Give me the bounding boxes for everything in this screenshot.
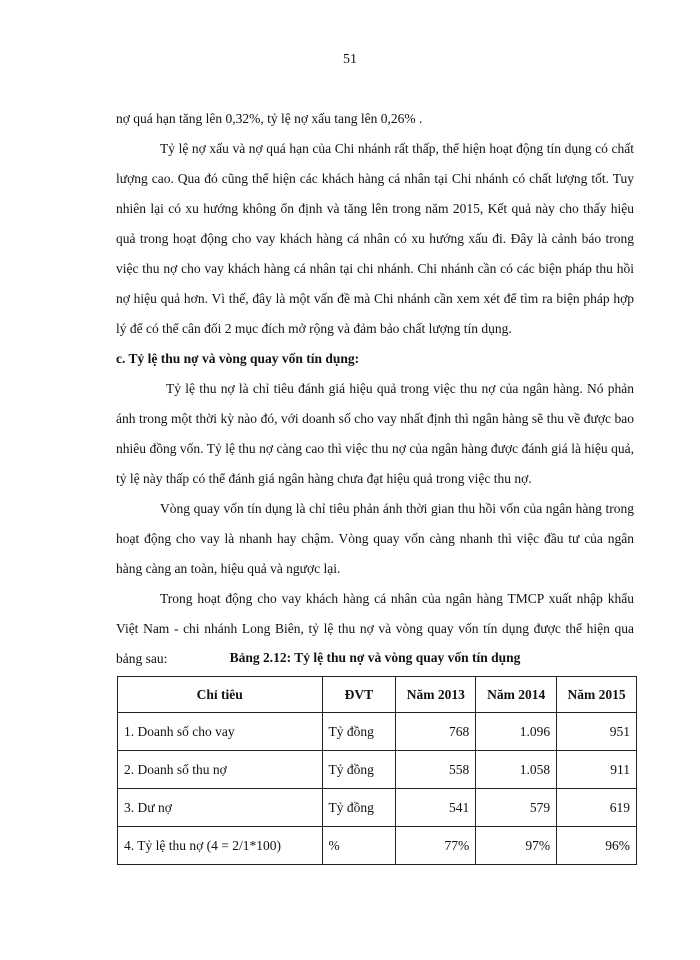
paragraph-4: Vòng quay vốn tín dụng là chỉ tiêu phản ánh thời gian thu hồi vốn của ngân hàng trong hoạt động cho vay là nhanh hay chậm. Vòng quay vốn càng nhanh thì việc đầu tư của ngân hàng càng an toàn, hiệu quả và ngược lại. (116, 501, 634, 576)
value-2014: 579 (476, 789, 557, 827)
row-unit: % (322, 827, 396, 865)
body-text (116, 104, 634, 674)
header-cell-unit: ĐVT (322, 677, 396, 713)
header-cell-indicator: Chỉ tiêu (118, 677, 323, 713)
row-unit: Tỷ đồng (322, 751, 396, 789)
value-2013: 768 (396, 713, 476, 751)
table-row (118, 789, 637, 827)
header-cell-2014: Năm 2014 (476, 677, 557, 713)
value-2015: 951 (557, 713, 637, 751)
value-2014: 97% (476, 827, 557, 865)
table-row (118, 713, 637, 751)
section-heading: c. Tỷ lệ thu nợ và vòng quay vốn tín dụng: (116, 351, 360, 366)
header-cell-2015: Năm 2015 (557, 677, 637, 713)
page-number: 51 (343, 52, 357, 67)
paragraph-2: Tỷ lệ nợ xấu và nợ quá hạn của Chi nhánh rất thấp, thể hiện hoạt động tín dụng có chất lượng cao. Qua đó cũng thể hiện các khách hàng cá nhân tại Chi nhánh có chất lượng tốt. Tuy nhiên lại có xu hướng không ổn định và tăng lên trong năm 2015, Kết quả này cho thấy hiệu quả trong hoạt động cho vay khách hàng cá nhân có xu hướng xấu đi. Đây là cảnh báo trong việc thu nợ cho vay khách hàng cá nhân tại chi nhánh. Chi nhánh cần có các biện pháp thu hồi nợ hiệu quả hơn. Vì thế, đây là một vấn đề mà Chi nhánh cần xem xét để tìm ra biện pháp hợp lý để có thể cân đối 2 mục đích mở rộng và đảm bảo chất lượng tín dụng. (116, 141, 634, 336)
value-2015: 96% (557, 827, 637, 865)
value-2015: 911 (557, 751, 637, 789)
value-2015: 619 (557, 789, 637, 827)
paragraph-3: Tỷ lệ thu nợ là chỉ tiêu đánh giá hiệu quả trong việc thu nợ của ngân hàng. Nó phản ánh trong một thời kỳ nào đó, với doanh số cho vay nhất định thì ngân hàng sẽ thu về được bao nhiêu đồng vốn. Tỷ lệ thu nợ càng cao thì việc thu nợ của ngân hàng được đánh giá là hiệu quả, tỷ lệ này thấp có thể đánh giá ngân hàng chưa đạt hiệu quả trong việc thu nợ. (116, 381, 634, 486)
value-2014: 1.058 (476, 751, 557, 789)
row-unit: Tỷ đồng (322, 789, 396, 827)
row-label: 3. Dư nợ (118, 789, 323, 827)
row-label: 4. Tỷ lệ thu nợ (4 = 2/1*100) (118, 827, 323, 865)
value-2013: 77% (396, 827, 476, 865)
row-label: 1. Doanh số cho vay (118, 713, 323, 751)
row-label: 2. Doanh số thu nợ (118, 751, 323, 789)
row-unit: Tỷ đồng (322, 713, 396, 751)
paragraph-1: nợ quá hạn tăng lên 0,32%, tỷ lệ nợ xấu tang lên 0,26% . (116, 111, 423, 126)
paragraph-5: Trong hoạt động cho vay khách hàng cá nhân của ngân hàng TMCP xuất nhập khẩu Việt Nam - chi nhánh Long Biên, tỷ lệ thu nợ và vòng quay vốn tín dụng được thể hiện qua bảng sau: (116, 591, 634, 666)
data-table (117, 676, 637, 865)
header-cell-2013: Năm 2013 (396, 677, 476, 713)
value-2013: 541 (396, 789, 476, 827)
table-row (118, 751, 637, 789)
table-header-row (118, 677, 637, 713)
value-2013: 558 (396, 751, 476, 789)
value-2014: 1.096 (476, 713, 557, 751)
table-caption: Bảng 2.12: Tỷ lệ thu nợ và vòng quay vốn tín dụng (229, 650, 521, 665)
table-row (118, 827, 637, 865)
